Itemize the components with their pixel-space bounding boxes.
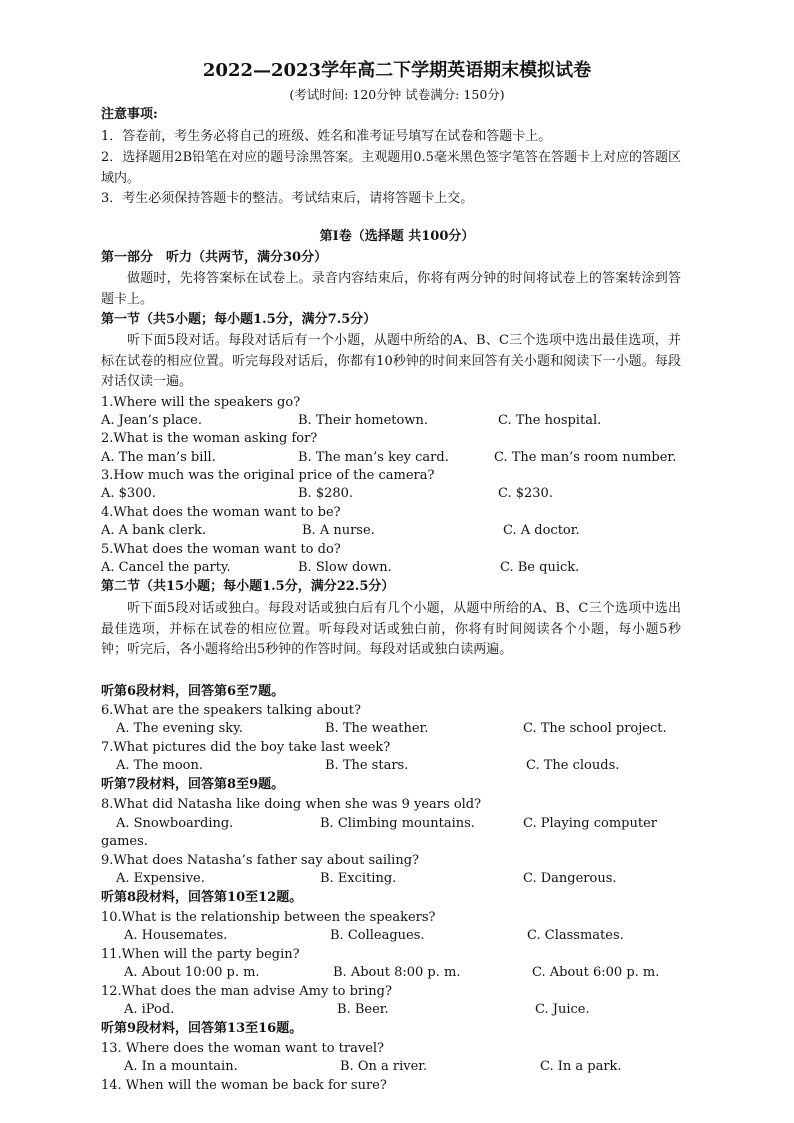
q3-option-b: B. $280. (298, 486, 354, 501)
q8-option-c: C. Playing computer (523, 816, 657, 831)
question-8: 8.What did Natasha like doing when she was 9 years old? (101, 797, 482, 812)
volume1-heading: 第I卷（选择题 共100分） (319, 229, 475, 244)
material-heading-6: 听第6段材料，回答第6至7题。 (101, 684, 285, 699)
q9-option-c: C. Dangerous. (523, 871, 617, 886)
question-1: 1.Where will the speakers go? (101, 395, 301, 410)
q4-option-b: B. A nurse. (302, 523, 375, 538)
section1-heading: 第一节（共5小题；每小题1.5分，满分7.5分） (101, 312, 377, 327)
q10-option-b: B. Colleagues. (330, 928, 425, 943)
q1-option-a: A. Jean’s place. (101, 413, 202, 428)
q6-option-c: C. The school project. (523, 721, 667, 736)
notice-item-3: 3．考生必须保持答题卡的整洁。考试结束后，请将答题卡上交。 (101, 191, 474, 206)
q8-option-c-continued: games. (101, 834, 148, 849)
q8-option-a: A. Snowboarding. (116, 816, 234, 831)
q12-option-c: C. Juice. (535, 1002, 590, 1017)
question-3: 3.How much was the original price of the camera? (101, 468, 435, 483)
notice-item-2: 2．选择题用2B铅笔在对应的题号涂黑答案。主观题用0.5毫米黑色签字笔答在答题卡上对应的答题区域内。 (101, 150, 681, 186)
q13-option-b: B. On a river. (340, 1059, 428, 1074)
q12-option-b: B. Beer. (337, 1002, 389, 1017)
q10-option-a: A. Housemates. (124, 928, 228, 943)
question-5: 5.What does the woman want to do? (101, 542, 341, 557)
material-heading-7: 听第7段材料，回答第8至9题。 (101, 777, 285, 792)
question-13: 13. Where does the woman want to travel? (101, 1041, 385, 1056)
section2-intro: 听下面5段对话或独白。每段对话或独白后有几个小题，从题中所给的A、B、C三个选项中选出最佳选项，并标在试卷的相应位置。听每段对话或独白前，你将有时间阅读各个小题，每小题5秒钟；听完后，各小题将给出5秒钟的作答时间。每段对话或独白读两遍。 (101, 601, 681, 657)
part1-intro: 做题时，先将答案标在试卷上。录音内容结束后，你将有两分钟的时间将试卷上的答案转涂到答题卡上。 (101, 271, 681, 307)
q9-option-b: B. Exciting. (320, 871, 397, 886)
notice-heading: 注意事项: (101, 107, 158, 122)
q13-option-a: A. In a mountain. (124, 1059, 238, 1074)
question-9: 9.What does Natasha’s father say about sailing? (101, 853, 420, 868)
q11-option-b: B. About 8:00 p. m. (333, 965, 461, 980)
material-heading-8: 听第8段材料，回答第10至12题。 (101, 890, 303, 905)
q2-option-c: C. The man’s room number. (494, 450, 677, 465)
material-heading-9: 听第9段材料，回答第13至16题。 (101, 1021, 303, 1036)
q4-option-a: A. A bank clerk. (101, 523, 206, 538)
question-14: 14. When will the woman be back for sure? (101, 1078, 387, 1093)
question-6: 6.What are the speakers talking about? (101, 703, 361, 718)
exam-subtitle: (考试时间: 120分钟 试卷满分: 150分) (289, 87, 505, 102)
exam-title: 2022—2023学年高二下学期英语期末模拟试卷 (202, 60, 592, 81)
q7-option-c: C. The clouds. (526, 758, 620, 773)
q11-option-a: A. About 10:00 p. m. (124, 965, 260, 980)
question-10: 10.What is the relationship between the speakers? (101, 910, 436, 925)
q7-option-b: B. The stars. (325, 758, 409, 773)
q2-option-b: B. The man’s key card. (298, 450, 449, 465)
q13-option-c: C. In a park. (540, 1059, 622, 1074)
question-7: 7.What pictures did the boy take last week? (101, 740, 391, 755)
section1-intro: 听下面5段对话。每段对话后有一个小题，从题中所给的A、B、C三个选项中选出最佳选项，并标在试卷的相应位置。听完每段对话后，你都有10秒钟的时间来回答有关小题和阅读下一小题。每段对话仅读一遍。 (101, 333, 681, 389)
q1-option-b: B. Their hometown. (298, 413, 428, 428)
question-11: 11.When will the party begin? (101, 947, 300, 962)
q12-option-a: A. iPod. (124, 1002, 175, 1017)
q7-option-a: A. The moon. (116, 758, 204, 773)
section2-heading: 第二节（共15小题；每小题1.5分，满分22.5分） (101, 579, 395, 594)
question-4: 4.What does the woman want to be? (101, 505, 341, 520)
q11-option-c: C. About 6:00 p. m. (532, 965, 660, 980)
q6-option-b: B. The weather. (325, 721, 429, 736)
q8-option-b: B. Climbing mountains. (320, 816, 475, 831)
q4-option-c: C. A doctor. (503, 523, 580, 538)
question-2: 2.What is the woman asking for? (101, 431, 318, 446)
q5-option-a: A. Cancel the party. (101, 560, 231, 575)
q6-option-a: A. The evening sky. (116, 721, 243, 736)
q3-option-c: C. $230. (498, 486, 553, 501)
q5-option-b: B. Slow down. (298, 560, 392, 575)
q2-option-a: A. The man’s bill. (101, 450, 216, 465)
q3-option-a: A. $300. (101, 486, 156, 501)
part1-heading: 第一部分 听力（共两节，满分30分） (101, 250, 328, 265)
q9-option-a: A. Expensive. (116, 871, 205, 886)
q5-option-c: C. Be quick. (500, 560, 580, 575)
question-12: 12.What does the man advise Amy to bring? (101, 984, 392, 999)
q1-option-c: C. The hospital. (498, 413, 602, 428)
notice-item-1: 1．答卷前，考生务必将自己的班级、姓名和准考证号填写在试卷和答题卡上。 (101, 129, 552, 144)
q10-option-c: C. Classmates. (527, 928, 624, 943)
